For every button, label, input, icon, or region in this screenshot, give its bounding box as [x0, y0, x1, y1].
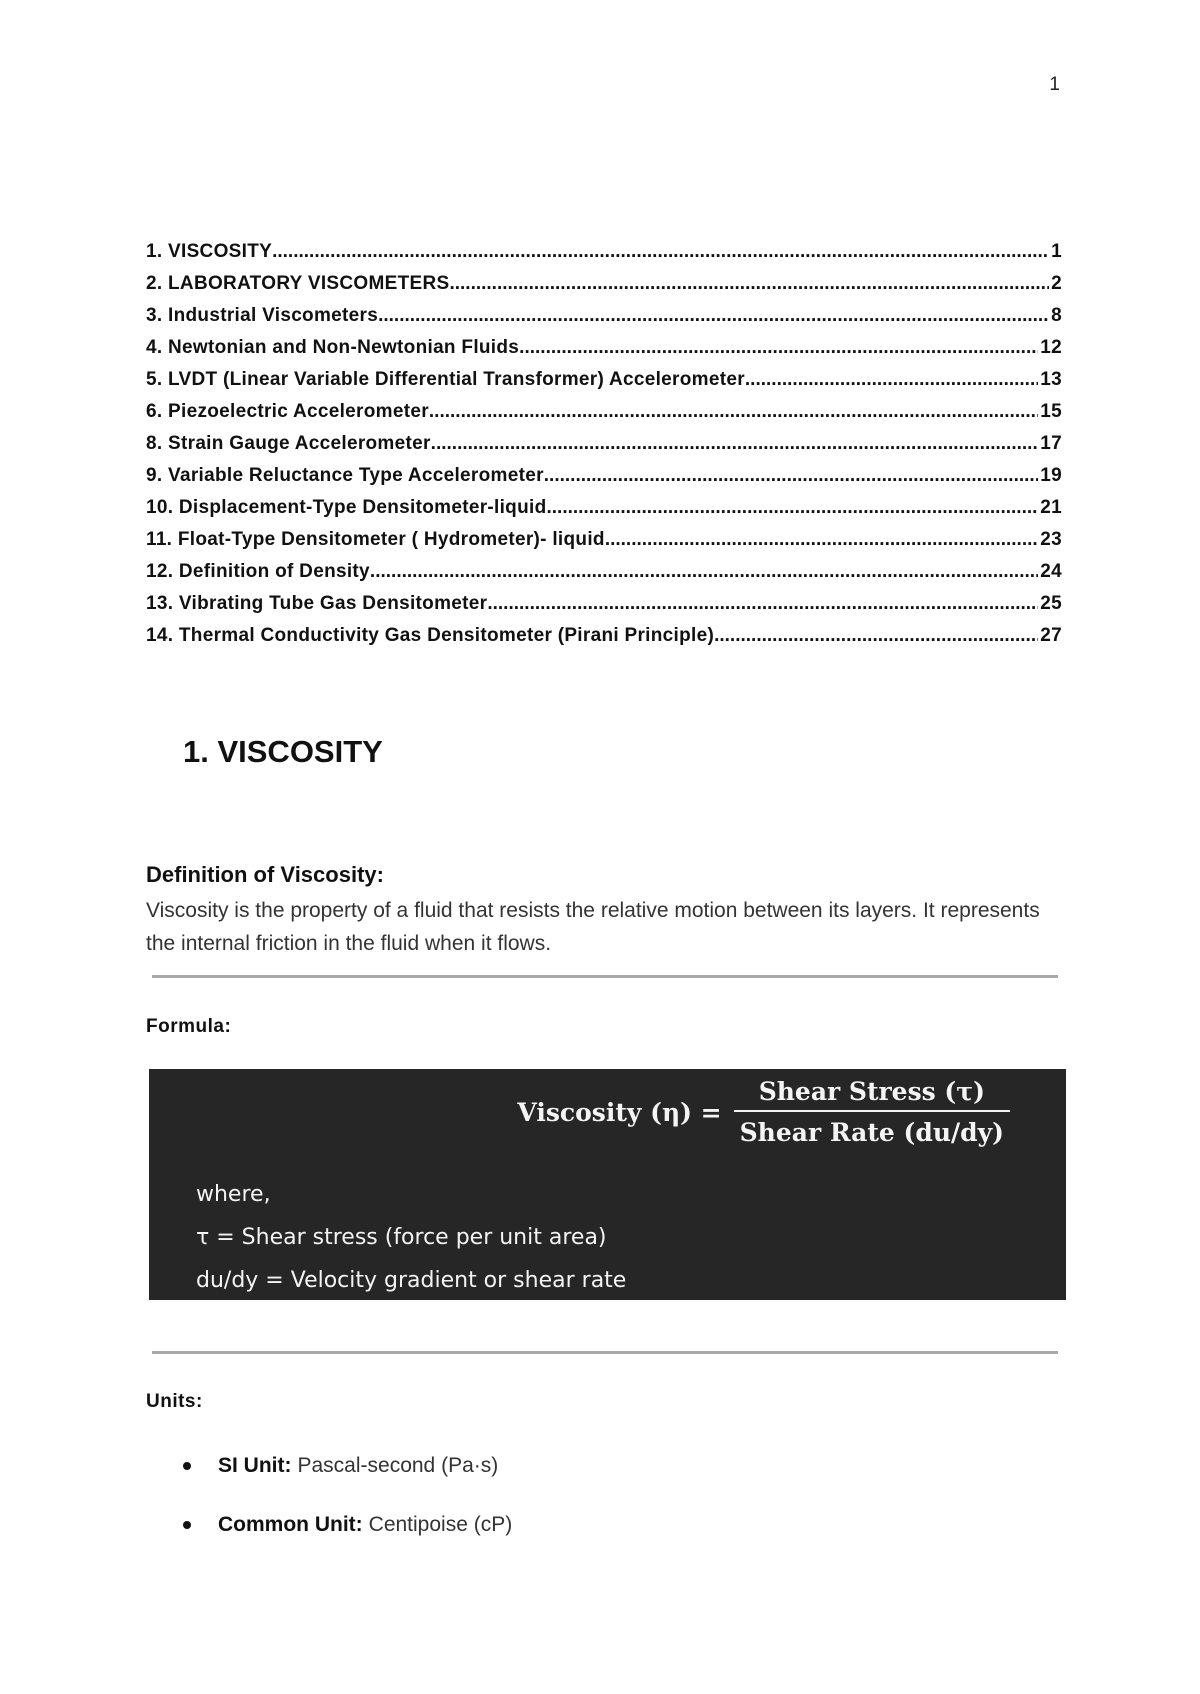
horizontal-divider: [152, 975, 1058, 978]
page-number: 1: [1049, 74, 1060, 95]
toc-entry[interactable]: [146, 620, 1062, 652]
list-item: [183, 1436, 512, 1495]
toc-entry-title: 10. Displacement-Type Densitometer-liquid: [146, 497, 547, 518]
toc-entry-title: 6. Piezoelectric Accelerometer: [146, 401, 429, 422]
toc-leader-dots: [714, 620, 1038, 652]
equation-lhs: Viscosity (η) =: [517, 1097, 722, 1127]
table-of-contents: [146, 236, 1062, 652]
toc-entry-title: 3. Industrial Viscometers: [146, 305, 379, 326]
toc-entry-page: 8: [1051, 305, 1062, 326]
toc-entry-title: 2. LABORATORY VISCOMETERS: [146, 273, 450, 294]
toc-entry-page: 23: [1040, 529, 1062, 550]
toc-entry-title: 4. Newtonian and Non-Newtonian Fluids: [146, 337, 520, 358]
toc-entry[interactable]: [146, 332, 1062, 364]
toc-entry-page: 21: [1040, 497, 1062, 518]
toc-entry-title: 9. Variable Reluctance Type Accelerometer: [146, 465, 544, 486]
toc-leader-dots: [546, 492, 1038, 524]
section-heading: 1. VISCOSITY: [183, 734, 383, 769]
toc-entry-title: 13. Vibrating Tube Gas Densitometer: [146, 593, 488, 614]
toc-entry-page: 27: [1040, 625, 1062, 646]
toc-entry[interactable]: [146, 588, 1062, 620]
formula-image: [149, 1069, 1066, 1300]
toc-leader-dots: [519, 332, 1038, 364]
equation-denominator: Shear Rate (du/dy): [739, 1118, 1004, 1147]
units-label: Units:: [146, 1391, 203, 1412]
definition-text: Viscosity is the property of a fluid that resists the relative motion between its layers. It represents the internal friction in the fluid when it flows.: [146, 899, 1040, 955]
toc-entry[interactable]: [146, 268, 1062, 300]
toc-entry[interactable]: [146, 524, 1062, 556]
bullet-icon: [183, 1462, 191, 1470]
equation-fraction: [734, 1077, 1010, 1147]
toc-entry[interactable]: [146, 460, 1062, 492]
toc-entry-title: 14. Thermal Conductivity Gas Densitometer (Pirani Principle): [146, 625, 715, 646]
toc-entry[interactable]: [146, 236, 1062, 268]
toc-leader-dots: [745, 364, 1038, 396]
toc-entry[interactable]: [146, 396, 1062, 428]
toc-leader-dots: [449, 268, 1049, 300]
toc-leader-dots: [272, 236, 1049, 268]
toc-entry[interactable]: [146, 556, 1062, 588]
unit-label: Common Unit:: [218, 1512, 363, 1536]
toc-entry-page: 15: [1040, 401, 1062, 422]
toc-entry-title: 11. Float-Type Densitometer ( Hydrometer)- liquid: [146, 529, 605, 550]
toc-leader-dots: [487, 588, 1038, 620]
units-list: [183, 1436, 512, 1554]
toc-entry-page: 1: [1051, 241, 1062, 262]
viscosity-equation: [517, 1077, 1010, 1147]
toc-entry-title: 1. VISCOSITY: [146, 241, 273, 262]
formula-definition-line: τ = Shear stress (force per unit area): [196, 1225, 607, 1250]
toc-entry-page: 12: [1040, 337, 1062, 358]
list-item: [183, 1495, 512, 1554]
horizontal-divider: [152, 1351, 1058, 1354]
bullet-icon: [183, 1521, 191, 1529]
toc-leader-dots: [605, 524, 1038, 556]
toc-entry-title: 8. Strain Gauge Accelerometer: [146, 433, 431, 454]
toc-entry-page: 17: [1040, 433, 1062, 454]
unit-value: Pascal-second (Pa·s): [297, 1453, 499, 1477]
unit-value: Centipoise (cP): [368, 1512, 513, 1536]
toc-leader-dots: [378, 300, 1049, 332]
formula-definition-line: du/dy = Velocity gradient or shear rate: [196, 1268, 627, 1293]
formula-label: Formula:: [146, 1016, 232, 1037]
toc-leader-dots: [370, 556, 1038, 588]
toc-entry-page: 2: [1051, 273, 1062, 294]
toc-entry-page: 25: [1040, 593, 1062, 614]
toc-entry-page: 19: [1040, 465, 1062, 486]
toc-entry[interactable]: [146, 300, 1062, 332]
toc-leader-dots: [544, 460, 1039, 492]
unit-label: SI Unit:: [218, 1453, 292, 1477]
toc-leader-dots: [431, 428, 1039, 460]
toc-entry[interactable]: [146, 428, 1062, 460]
toc-entry-page: 13: [1040, 369, 1062, 390]
formula-definition-line: where,: [196, 1182, 271, 1207]
toc-entry-title: 12. Definition of Density: [146, 561, 370, 582]
equation-numerator: Shear Stress (τ): [758, 1077, 985, 1106]
toc-entry-title: 5. LVDT (Linear Variable Differential Transformer) Accelerometer: [146, 369, 745, 390]
formula-definitions: [196, 1173, 626, 1302]
toc-entry[interactable]: [146, 492, 1062, 524]
toc-leader-dots: [429, 396, 1038, 428]
toc-entry[interactable]: [146, 364, 1062, 396]
toc-entry-page: 24: [1040, 561, 1062, 582]
definition-heading: Definition of Viscosity:: [146, 862, 384, 887]
